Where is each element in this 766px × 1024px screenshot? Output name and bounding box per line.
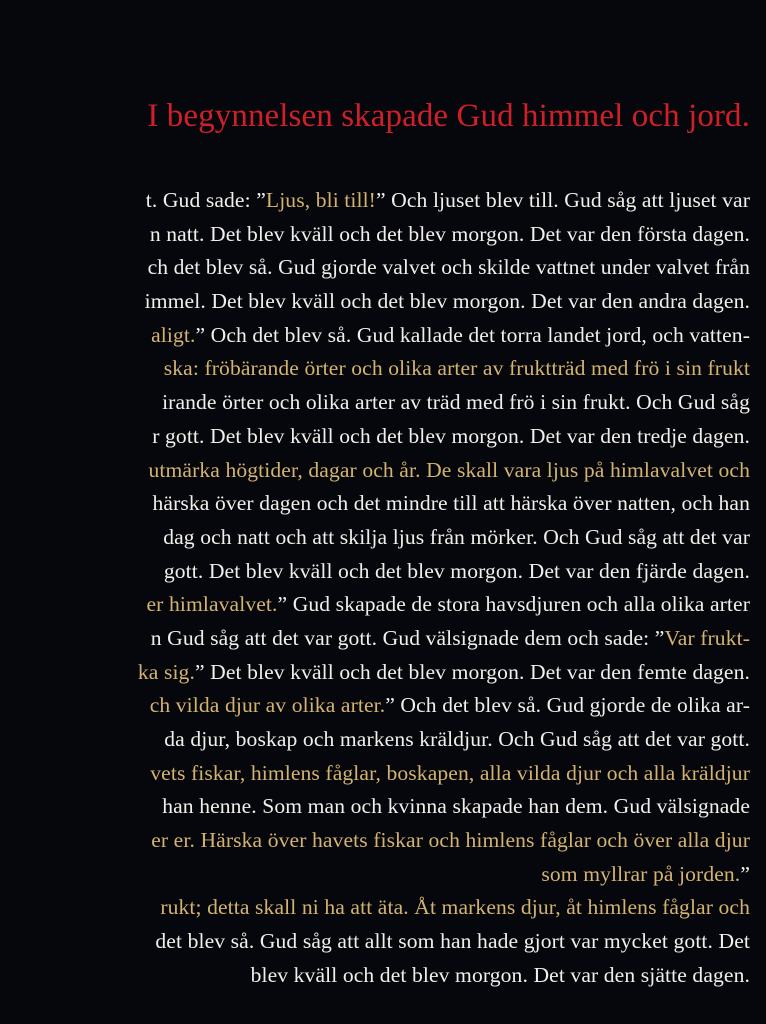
highlighted-quote: Ljus, bli till!	[265, 188, 376, 212]
highlighted-quote: rukt; detta skall ni ha att äta. Åt markens djur, åt himlens fåglar och	[160, 895, 750, 920]
text-segment: ”	[740, 861, 750, 886]
text-line	[0, 521, 750, 555]
text-line	[0, 959, 750, 993]
text-line	[0, 487, 750, 521]
text-segment: dag och natt och att skilja ljus från mörker. Och Gud såg att det var	[163, 524, 750, 549]
highlighted-quote: ska: fröbärande örter och olika arter av fruktträd med frö i sin frukt	[163, 356, 750, 381]
text-segment: ” Det blev kväll och det blev morgon. Det var den femte dagen.	[194, 659, 750, 684]
text-line	[0, 723, 750, 757]
highlighted-quote: Var frukt-	[664, 625, 750, 650]
text-line	[0, 925, 750, 959]
highlighted-quote: aligt.	[151, 322, 196, 347]
text-segment: ” Och ljuset blev till. Gud såg att ljuset var	[375, 188, 750, 212]
text-segment: da djur, boskap och markens kräldjur. Och Gud såg att det var gott.	[164, 727, 750, 751]
text-segment: irande örter och olika arter av träd med frö i sin frukt. Och Gud såg	[162, 390, 750, 415]
body-text	[0, 184, 750, 993]
text-segment: ch det blev så. Gud gjorde valvet och skilde vattnet under valvet från	[147, 255, 750, 280]
text-line	[0, 824, 750, 858]
text-line	[0, 251, 750, 285]
text-line	[0, 689, 750, 723]
text-line	[0, 757, 750, 791]
text-line	[0, 218, 750, 252]
text-segment: n natt. Det blev kväll och det blev morgon. Det var den första dagen.	[149, 221, 750, 246]
text-segment: ” Och det blev så. Gud gjorde de olika ar-	[385, 693, 750, 718]
text-segment: ” Gud skapade de stora havsdjuren och alla olika arter	[277, 592, 750, 617]
highlighted-quote: ka sig.	[137, 659, 195, 684]
text-line	[0, 858, 750, 892]
highlighted-quote: er himlavalvet.	[146, 592, 278, 617]
chapter-title: I begynnelsen skapade Gud himmel och jord.	[147, 98, 750, 134]
text-line	[0, 656, 750, 690]
highlighted-quote: utmärka högtider, dagar och år. De skall vara ljus på himlavalvet och	[148, 457, 750, 482]
highlighted-quote: som myllrar på jorden.	[541, 861, 741, 886]
text-line	[0, 891, 750, 925]
highlighted-quote: ch vilda djur av olika arter.	[149, 693, 386, 718]
text-line	[0, 352, 750, 386]
text-segment: ” Och det blev så. Gud kallade det torra landet jord, och vatten-	[195, 322, 750, 347]
text-line	[0, 184, 750, 218]
text-segment: härska över dagen och det mindre till att härska över natten, och han	[152, 491, 750, 516]
text-line	[0, 420, 750, 454]
highlighted-quote: vets fiskar, himlens fåglar, boskapen, alla vilda djur och alla kräldjur	[150, 760, 750, 785]
text-segment: han henne. Som man och kvinna skapade han dem. Gud välsignade	[162, 794, 750, 819]
text-segment: r gott. Det blev kväll och det blev morgon. Det var den tredje dagen.	[152, 423, 750, 448]
text-segment: immel. Det blev kväll och det blev morgon. Det var den andra dagen.	[144, 289, 750, 314]
text-segment: blev kväll och det blev morgon. Det var den sjätte dagen.	[250, 962, 750, 987]
text-line	[0, 319, 750, 353]
highlighted-quote: er er. Härska över havets fiskar och himlens fåglar och över alla djur	[151, 828, 750, 853]
text-line	[0, 588, 750, 622]
text-line	[0, 555, 750, 589]
text-line	[0, 285, 750, 319]
text-line	[0, 454, 750, 488]
text-segment: t. Gud sade: ”	[145, 188, 266, 212]
text-segment: det blev så. Gud såg att allt som han hade gjort var mycket gott. Det	[155, 929, 750, 954]
text-line	[0, 622, 750, 656]
text-segment: n Gud såg att det var gott. Gud välsignade dem och sade: ”	[150, 625, 665, 650]
text-line	[0, 790, 750, 824]
text-segment: gott. Det blev kväll och det blev morgon. Det var den fjärde dagen.	[163, 558, 750, 583]
text-line	[0, 386, 750, 420]
